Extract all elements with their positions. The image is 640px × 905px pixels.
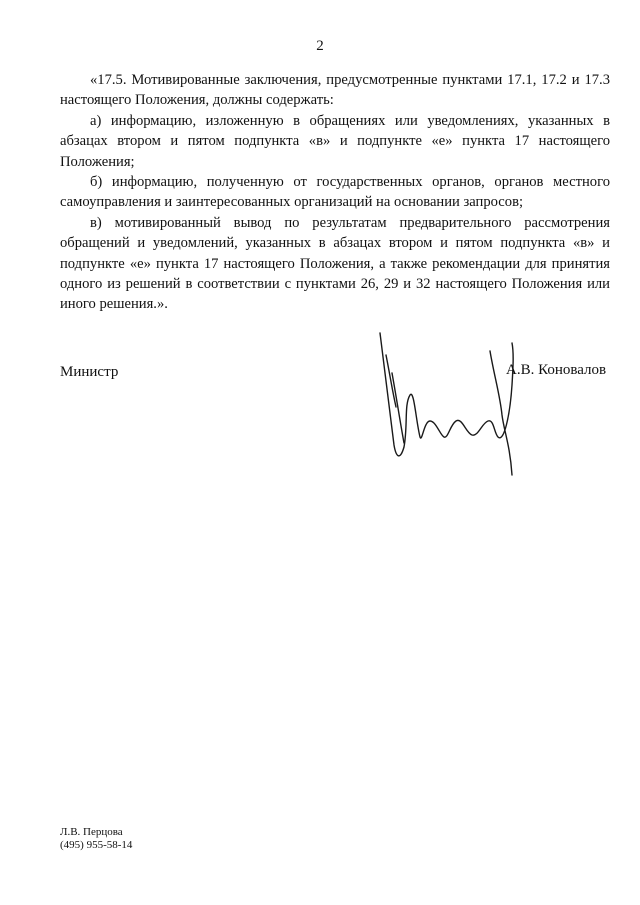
signer-name: А.В. Коновалов [506, 362, 607, 378]
executor-name: Л.В. Перцова [60, 826, 123, 838]
paragraph-item-a: а) информацию, изложенную в обращениях или уведомлениях, указанных в абзацах втором и пятом подпункта «в» и подпункте «е» пункта 17 настоящего Положения; [60, 112, 610, 170]
paragraph-intro: «17.5. Мотивированные заключения, предусмотренные пунктами 17.1, 17.2 и 17.3 настоящего Положения, должны содержать: [60, 72, 610, 109]
document-body [60, 70, 610, 315]
executor-phone: (495) 955-58-14 [60, 839, 133, 851]
paragraph-item-v: в) мотивированный вывод по результатам предварительного рассмотрения обращений и уведомлений, указанных в абзацах втором и пятом подпункта «в» и подпункте «е» пункта 17 настоящего Положения, а также рекомендации для принятия одного из решений в соответствии с пунктами 26, 29 и 32 настоящего Положения или иного решения.». [60, 214, 610, 313]
handwritten-signature [370, 325, 540, 485]
executor-info [60, 826, 132, 852]
paragraph-item-b: б) информацию, полученную от государственных органов, органов местного самоуправления и заинтересованных организаций на основании запросов; [60, 174, 610, 211]
page-number: 2 [316, 38, 324, 54]
position-title: Министр [60, 364, 119, 380]
